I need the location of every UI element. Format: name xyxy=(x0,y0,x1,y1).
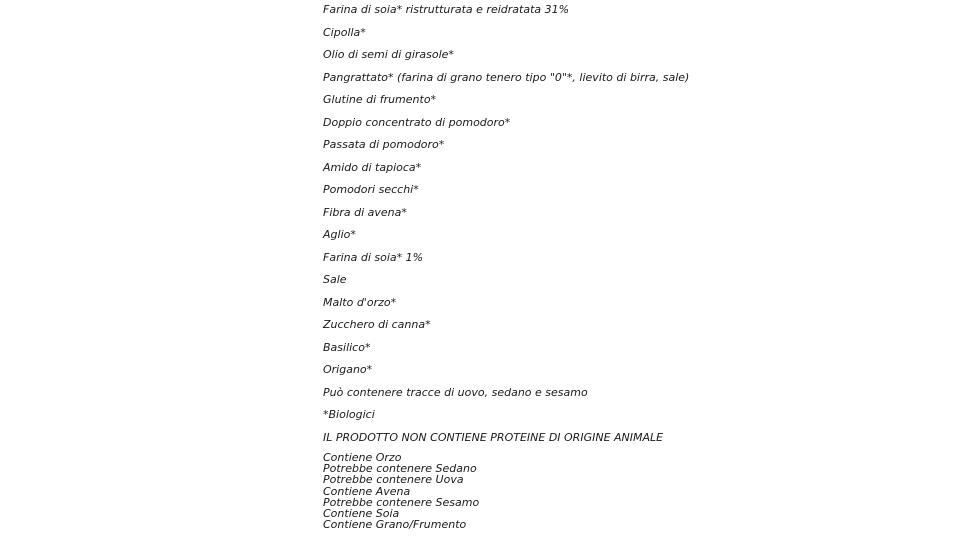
allergen-sesame: Potrebbe contenere Sesamo xyxy=(323,495,480,509)
ingredient-sunflower-oil: Olio di semi di girasole* xyxy=(323,48,454,61)
allergen-list xyxy=(323,452,943,530)
ingredient-dried-tomatoes: Pomodori secchi* xyxy=(323,183,419,196)
ingredient-tomato-concentrate: Doppio concentrato di pomodoro* xyxy=(323,115,511,129)
allergen-eggs: Potrebbe contenere Uova xyxy=(323,473,464,487)
allergen-soy: Contiene Soia xyxy=(323,506,400,520)
ingredient-soy-flour: Farina di soia* 1% xyxy=(323,250,424,264)
ingredient-soy-flour-textured: Farina di soia* ristrutturata e reidratata 31% xyxy=(323,3,570,16)
allergen-celery: Potrebbe contenere Sedano xyxy=(323,462,477,476)
trace-warning: Può contenere tracce di uovo, sedano e sesamo xyxy=(323,385,588,399)
ingredient-garlic: Aglio* xyxy=(323,228,356,241)
ingredient-barley-malt: Malto d'orzo* xyxy=(323,295,397,309)
ingredient-oregano: Origano* xyxy=(323,363,373,376)
ingredient-tomato-passata: Passata di pomodoro* xyxy=(323,138,445,151)
allergen-oats: Contiene Avena xyxy=(323,484,411,498)
ingredient-wheat-gluten: Glutine di frumento* xyxy=(323,93,437,106)
allergen-barley: Contiene Orzo xyxy=(323,451,402,464)
ingredient-salt: Sale xyxy=(323,273,347,286)
no-animal-protein-note: IL PRODOTTO NON CONTIENE PROTEINE DI ORIGINE ANIMALE xyxy=(323,430,664,444)
ingredient-list xyxy=(323,1,943,451)
ingredient-tapioca-starch: Amido di tapioca* xyxy=(323,160,422,174)
ingredient-basil: Basilico* xyxy=(323,340,371,354)
organic-note: *Biologici xyxy=(323,408,375,421)
ingredient-oat-fiber: Fibra di avena* xyxy=(323,205,407,219)
ingredient-cane-sugar: Zucchero di canna* xyxy=(323,318,431,331)
ingredient-breadcrumbs: Pangrattato* (farina di grano tenero tipo "0"*, lievito di birra, sale) xyxy=(323,70,690,84)
ingredient-onion: Cipolla* xyxy=(323,25,366,39)
allergen-wheat: Contiene Grano/Frumento xyxy=(323,518,467,532)
